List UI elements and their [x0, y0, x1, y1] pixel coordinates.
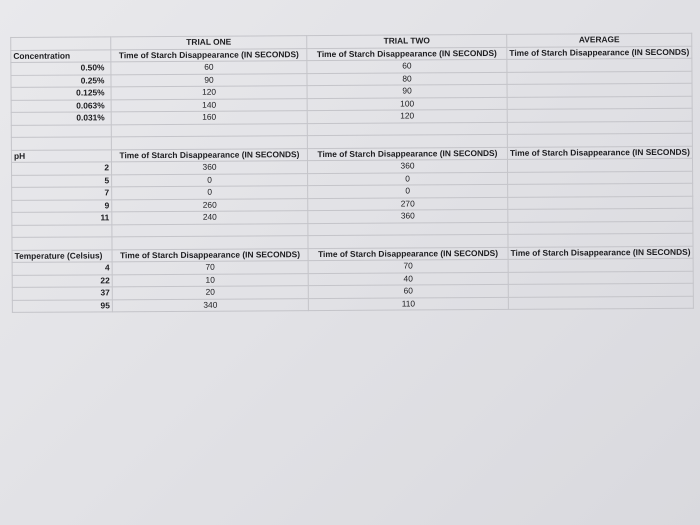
average-cell — [507, 96, 692, 110]
temperature-label: Temperature (Celsius) — [12, 249, 112, 262]
trial-two-cell: 270 — [308, 197, 508, 211]
trial-one-cell: 340 — [112, 298, 308, 312]
average-cell — [508, 208, 693, 222]
trial-one-cell: 0 — [112, 186, 308, 200]
trial-one-cell: 160 — [111, 111, 307, 125]
time-header: Time of Starch Disappearance (IN SECONDS) — [111, 48, 307, 62]
trial-two-cell: 70 — [308, 259, 508, 273]
average-cell — [507, 71, 692, 85]
trial-one-cell: 70 — [112, 261, 308, 275]
level-cell: 0.031% — [11, 112, 111, 125]
trial-two-label: TRIAL TWO — [307, 34, 507, 48]
level-cell: 9 — [12, 199, 112, 212]
time-header: Time of Starch Disappearance (IN SECONDS) — [112, 248, 308, 262]
trial-two-cell: 60 — [307, 59, 507, 73]
trial-one-cell: 20 — [112, 286, 308, 300]
average-cell — [507, 58, 692, 72]
trial-two-cell: 360 — [307, 159, 507, 173]
trial-one-cell: 0 — [112, 173, 308, 187]
ph-label: pH — [11, 149, 111, 162]
time-header: Time of Starch Disappearance (IN SECONDS) — [307, 47, 507, 61]
average-cell — [507, 83, 692, 97]
trial-two-cell: 0 — [308, 184, 508, 198]
time-header: Time of Starch Disappearance (IN SECONDS) — [507, 146, 692, 160]
trial-two-cell: 0 — [308, 172, 508, 186]
level-cell: 37 — [12, 287, 112, 300]
trial-one-cell: 60 — [111, 61, 307, 75]
empty-cell — [11, 37, 111, 50]
trial-two-cell: 360 — [308, 209, 508, 223]
trial-two-cell: 90 — [307, 84, 507, 98]
level-cell: 4 — [12, 262, 112, 275]
level-cell: 0.125% — [11, 87, 111, 100]
time-header: Time of Starch Disappearance (IN SECONDS) — [111, 148, 307, 162]
trial-two-cell: 110 — [308, 297, 508, 311]
level-cell: 0.25% — [11, 74, 111, 87]
time-header: Time of Starch Disappearance (IN SECONDS) — [308, 247, 508, 261]
level-cell: 0.063% — [11, 99, 111, 112]
level-cell: 0.50% — [11, 62, 111, 75]
average-cell — [508, 271, 693, 285]
trial-one-cell: 10 — [112, 273, 308, 287]
trial-two-cell: 100 — [307, 97, 507, 111]
average-cell — [507, 158, 692, 172]
data-table — [10, 33, 694, 313]
average-cell — [508, 283, 693, 297]
concentration-label: Concentration — [11, 49, 111, 62]
level-cell: 22 — [12, 274, 112, 287]
time-header: Time of Starch Disappearance (IN SECONDS) — [508, 246, 693, 260]
level-cell: 7 — [12, 187, 112, 200]
trial-one-cell: 90 — [111, 73, 307, 87]
trial-one-cell: 240 — [112, 211, 308, 225]
trial-one-cell: 140 — [111, 98, 307, 112]
time-header: Time of Starch Disappearance (IN SECONDS) — [307, 147, 507, 161]
level-cell: 11 — [12, 212, 112, 225]
average-cell — [508, 196, 693, 210]
average-cell — [508, 183, 693, 197]
average-cell — [508, 171, 693, 185]
trial-one-cell: 120 — [111, 86, 307, 100]
average-cell — [508, 296, 693, 310]
average-cell — [507, 108, 692, 122]
time-header: Time of Starch Disappearance (IN SECONDS) — [507, 46, 692, 60]
trial-two-cell: 120 — [307, 109, 507, 123]
trial-one-label: TRIAL ONE — [111, 36, 307, 50]
level-cell: 95 — [12, 299, 112, 312]
trial-one-cell: 360 — [111, 161, 307, 175]
average-cell — [508, 258, 693, 272]
trial-two-cell: 80 — [307, 72, 507, 86]
level-cell: 2 — [11, 162, 111, 175]
trial-one-cell: 260 — [112, 198, 308, 212]
level-cell: 5 — [12, 174, 112, 187]
trial-two-cell: 40 — [308, 272, 508, 286]
trial-two-cell: 60 — [308, 284, 508, 298]
average-label: AVERAGE — [507, 33, 692, 47]
